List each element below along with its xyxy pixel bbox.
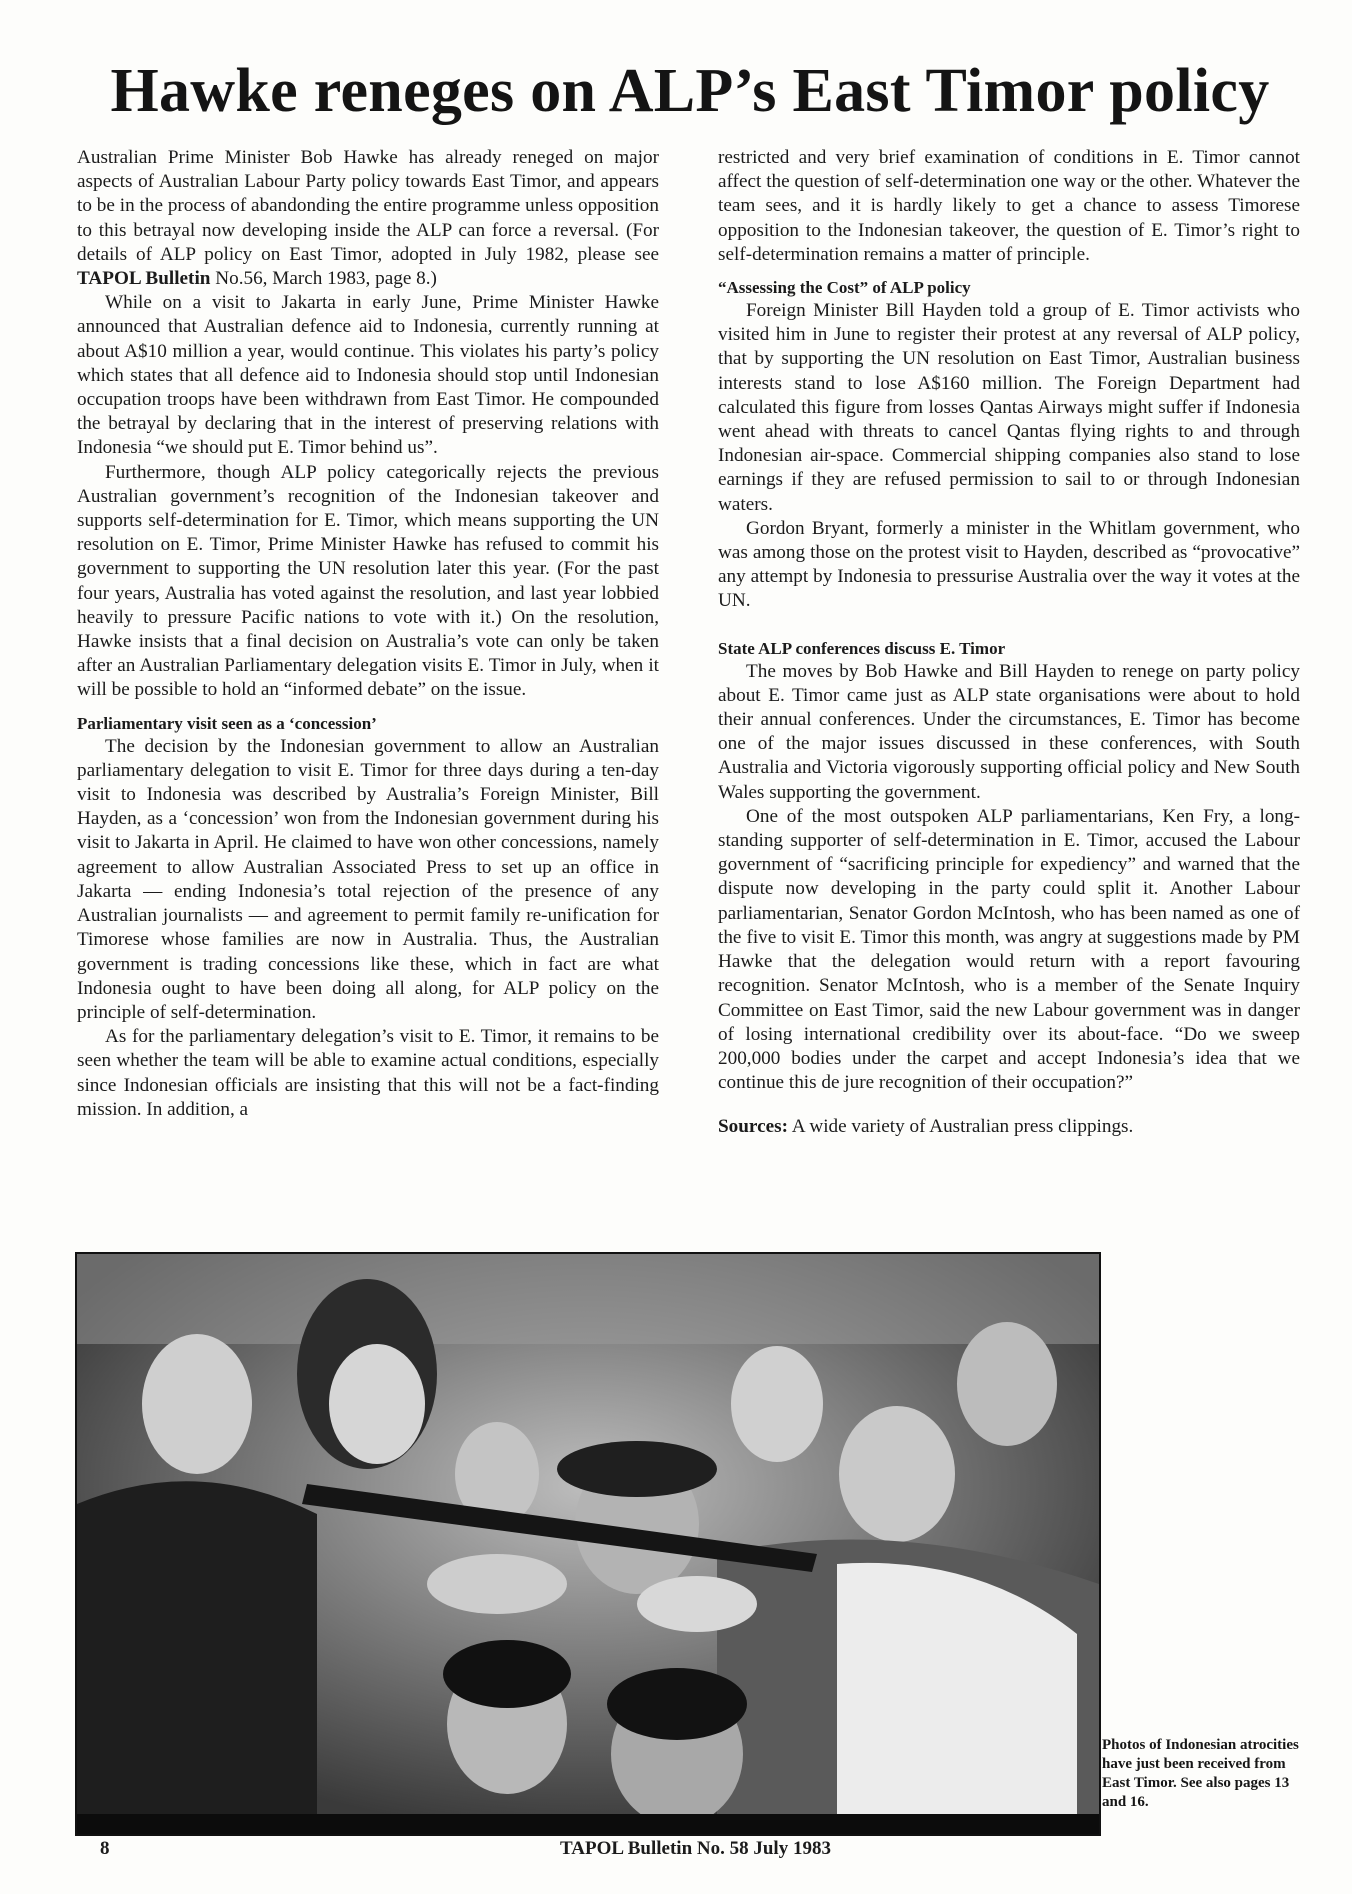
paragraph: restricted and very brief examination of conditions in E. Timor cannot affect the question of self-determination one way or the other. Whatever the team sees, and it is hardly likely to get a chance to assess Timorese opposition to the Indonesian takeover, the question of E. Timor’s right to self-determination remains a matter of principle. xyxy=(718,147,1300,265)
news-photo xyxy=(75,1252,1101,1836)
photo-illustration xyxy=(77,1254,1099,1834)
article-column-left xyxy=(77,146,659,1122)
article-column-right xyxy=(718,146,1300,1140)
paragraph: The moves by Bob Hawke and Bill Hayden to renege on party policy about E. Timor came just as ALP state organisations were about to hold their annual conferences. Under the circumstances, E. Timor has become one of the major issues discussed in these conferences, with South Australia and Victoria vigorously supporting official policy and New South Wales supporting the government. xyxy=(718,660,1300,803)
photo-caption: Photos of Indonesian atrocities have just been received from East Timor. See also pages 13 and 16. xyxy=(1102,1737,1299,1810)
sources-text: A wide variety of Australian press clippings. xyxy=(788,1116,1134,1138)
paragraph xyxy=(77,146,659,291)
paragraph: One of the most outspoken ALP parliamentarians, Ken Fry, a long-standing supporter of self-determination in E. Timor, accused the Labour government of “sacrificing principle for expediency” and warned that the dispute now developing in the party could split it. Another Labour parliamentarian, Senator Gordon McIntosh, who has been named as one of the five to visit E. Timor this month, was angry at suggestions made by PM Hawke that the delegation would return with a report favouring recognition. Senator McIntosh, who is a member of the Senate Inquiry Committee on East Timor, said the new Labour government was in danger of losing international credibility over its about-face. “Do we sweep 200,000 bodies under the carpet and accept Indonesia’s idea that we continue this de jure recognition of their occupation?” xyxy=(718,805,1300,1094)
paragraph: As for the parliamentary delegation’s visit to E. Timor, it remains to be seen whether the team will be able to examine actual conditions, especially since Indonesian officials are insisting that this will not be a fact-finding mission. In addition, a xyxy=(77,1026,659,1120)
paragraph: The decision by the Indonesian government to allow an Australian parliamentary delegation to visit E. Timor for three days during a ten-day visit to Indonesia was described by Australia’s Foreign Minister, Bill Hayden, as a ‘concession’ won from the Indonesian government during his visit to Jakarta in April. He claimed to have won other concessions, namely agreement to allow Australian Associated Press to set up an office in Jakarta — ending Indonesia’s total rejection of the presence of any Australian journalists — and agreement to permit family re-unification for Timorese whose families are now in Australia. Thus, the Australian government is trading concessions like these, which in fact are what Indonesia ought to have been doing all along, for ALP policy on the principle of self-determination. xyxy=(77,735,659,1023)
footer-publication: TAPOL Bulletin No. 58 July 1983 xyxy=(560,1838,831,1859)
subheading: State ALP conferences discuss E. Timor xyxy=(718,638,1006,658)
sources-note xyxy=(718,1115,1300,1139)
subheading: “Assessing the Cost” of ALP policy xyxy=(718,278,971,298)
paragraph: While on a visit to Jakarta in early June, Prime Minister Hawke announced that Australian defence aid to Indonesia, currently running at about A$10 million a year, would continue. This violates his party’s policy which states that all defence aid to Indonesia should stop until Indonesian occupation troops have been withdrawn from East Timor. He compounded the betrayal by declaring that in the interest of preserving relations with Indonesia “we should put E. Timor behind us”. xyxy=(77,292,659,459)
headline: Hawke reneges on ALP’s East Timor policy xyxy=(110,57,1270,125)
text-run: No.56, March 1983, page 8.) xyxy=(210,268,437,290)
sources-label: Sources: xyxy=(718,1116,788,1138)
paragraph: Furthermore, though ALP policy categorically rejects the previous Australian government’s recognition of the Indonesian takeover and supports self-determination for E. Timor, which means supporting the UN resolution on E. Timor, Prime Minister Hawke has refused to commit his government to supporting the UN resolution later this year. (For the past four years, Australia has voted against the resolution, and last year lobbied heavily to pressure Pacific nations to vote with it.) On the resolution, Hawke insists that a final decision on Australia’s vote can only be taken after an Australian Parliamentary delegation visits E. Timor in July, when it will be possible to hold an “informed debate” on the issue. xyxy=(77,461,659,701)
publication-reference: TAPOL Bulletin xyxy=(77,268,211,290)
text-run: Australian Prime Minister Bob Hawke has already reneged on major aspects of Australian Labour Party policy towards East Timor, and appears to be in the process of abandonding the entire programme unless opposition to this betrayal now developing inside the ALP can force a reversal. (For details of ALP policy on East Timor, adopted in July 1982, please see xyxy=(77,147,659,265)
paragraph: Foreign Minister Bill Hayden told a group of E. Timor activists who visited him in June to register their protest at any reversal of ALP policy, that by supporting the UN resolution on East Timor, Australian business interests stand to lose A$160 million. The Foreign Department had calculated this figure from losses Qantas Airways might suffer if Indonesia went ahead with threats to cancel Qantas flying rights to and through Indonesian air-space. Commercial shipping companies also stand to lose earnings if they are refused permission to sail to or through Indonesian waters. xyxy=(718,300,1300,515)
paragraph: Gordon Bryant, formerly a minister in the Whitlam government, who was among those on the protest visit to Hayden, described as “provocative” any attempt by Indonesia to pressurise Australia over the way it votes at the UN. xyxy=(718,517,1300,612)
page-number: 8 xyxy=(100,1838,110,1859)
subheading: Parliamentary visit seen as a ‘concession’ xyxy=(77,713,377,733)
